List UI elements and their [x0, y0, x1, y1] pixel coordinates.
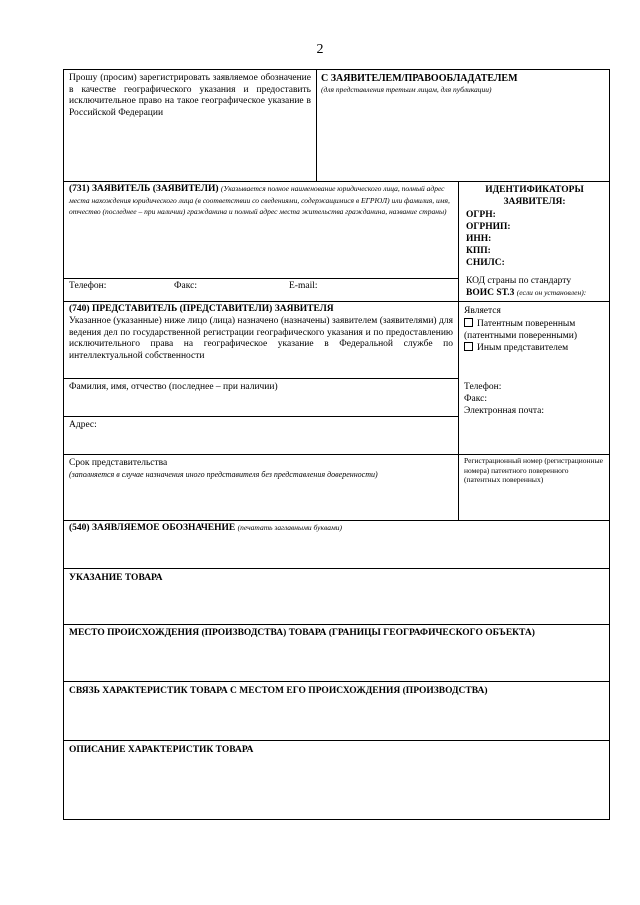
- divider: [64, 378, 458, 379]
- page-number: 2: [316, 42, 324, 57]
- designation-note: (печатать заглавными буквами): [237, 523, 342, 532]
- representative-term-note: (заполняется в случае назначения иного представителя без представления доверенности): [69, 470, 378, 479]
- representative-fax-label: Факс:: [464, 394, 487, 404]
- option-patent-label: Патентным поверенным (патентными поверенными): [464, 319, 578, 341]
- divider: [458, 301, 459, 521]
- wipo-label: ВОИС ST.3: [466, 288, 515, 298]
- applicant-title: (731) ЗАЯВИТЕЛЬ (ЗАЯВИТЕЛИ): [69, 184, 219, 194]
- country-code-label: КОД страны по стандарту: [466, 276, 572, 286]
- wipo-note: (если он установлен):: [516, 288, 587, 297]
- divider: [64, 454, 609, 455]
- identifiers-subtitle: ЗАЯВИТЕЛЯ:: [503, 197, 566, 207]
- kpp-label: КПП:: [466, 246, 491, 256]
- divider: [64, 181, 609, 182]
- representative-text: Указанное (указанные) ниже лицо (лица) назначено (назначены) заявителем (заявителями) для ведения дел по государственной регистрации географического указания и по предоставлению исключительного права на географическое указание в Федеральной службе по интеллектуальной собственности: [69, 316, 453, 361]
- contact-holder-note: (для представления третьим лицам, для публикации): [321, 85, 492, 94]
- representative-reg-number: Регистрационный номер (регистрационные номера) патентного поверенного (патентных поверенных): [464, 456, 603, 484]
- link-title: СВЯЗЬ ХАРАКТЕРИСТИК ТОВАРА С МЕСТОМ ЕГО ПРОИСХОЖДЕНИЯ (ПРОИЗВОДСТВА): [69, 686, 488, 696]
- ogrn-label: ОГРН:: [466, 210, 496, 220]
- representative-term-label: Срок представительства: [69, 458, 168, 468]
- option-other-representative[interactable]: [464, 342, 568, 355]
- snils-label: СНИЛС:: [466, 258, 505, 268]
- request-text: Прошу (просим) зарегистрировать заявляемое обозначение в качестве географического указания и предоставить исключительное право на такое географическое указание в Российской Федерации: [69, 73, 311, 118]
- divider: [458, 181, 459, 301]
- representative-is-label: Является: [464, 306, 501, 316]
- applicant-phone-label: Телефон:: [69, 281, 107, 291]
- divider: [64, 624, 609, 625]
- applicant-email-label: E-mail:: [289, 281, 318, 291]
- representative-title: (740) ПРЕДСТАВИТЕЛЬ (ПРЕДСТАВИТЕЛИ) ЗАЯВИТЕЛЯ: [69, 304, 334, 314]
- divider: [64, 278, 458, 279]
- form-frame: [63, 69, 610, 820]
- ogrnip-label: ОГРНИП:: [466, 222, 511, 232]
- applicant-fax-label: Факс:: [174, 281, 197, 291]
- checkbox-icon[interactable]: [464, 318, 473, 327]
- origin-title: МЕСТО ПРОИСХОЖДЕНИЯ (ПРОИЗВОДСТВА) ТОВАРА (ГРАНИЦЫ ГЕОГРАФИЧЕСКОГО ОБЪЕКТА): [69, 628, 535, 638]
- representative-address-label: Адрес:: [69, 420, 97, 430]
- divider: [64, 416, 458, 417]
- description-title: ОПИСАНИЕ ХАРАКТЕРИСТИК ТОВАРА: [69, 745, 254, 755]
- divider: [64, 301, 609, 302]
- checkbox-icon[interactable]: [464, 342, 473, 351]
- representative-phone-label: Телефон:: [464, 382, 502, 392]
- divider: [316, 70, 317, 181]
- representative-email-label: Электронная почта:: [464, 406, 544, 416]
- inn-label: ИНН:: [466, 234, 492, 244]
- identifiers-title: ИДЕНТИФИКАТОРЫ: [485, 185, 584, 195]
- divider: [64, 520, 609, 521]
- contact-holder-title: С ЗАЯВИТЕЛЕМ/ПРАВООБЛАДАТЕЛЕМ: [321, 73, 518, 84]
- option-other-label: Иным представителем: [477, 343, 569, 353]
- divider: [64, 568, 609, 569]
- designation-title: (540) ЗАЯВЛЯЕМОЕ ОБОЗНАЧЕНИЕ: [69, 523, 236, 533]
- applicant-note: (Указывается полное наименование юридического лица, полный адрес места нахождения юридического лица (в соответствии со сведениями, содержащимися в ЕГРЮЛ) или фамилия, имя, отчество (последнее – при наличии) гражданина и полный адрес места жительства гражданина, название страны): [69, 184, 450, 216]
- divider: [64, 740, 609, 741]
- goods-title: УКАЗАНИЕ ТОВАРА: [69, 573, 163, 583]
- divider: [64, 681, 609, 682]
- option-patent-attorney[interactable]: [464, 318, 606, 342]
- representative-name-label: Фамилия, имя, отчество (последнее – при наличии): [69, 382, 278, 392]
